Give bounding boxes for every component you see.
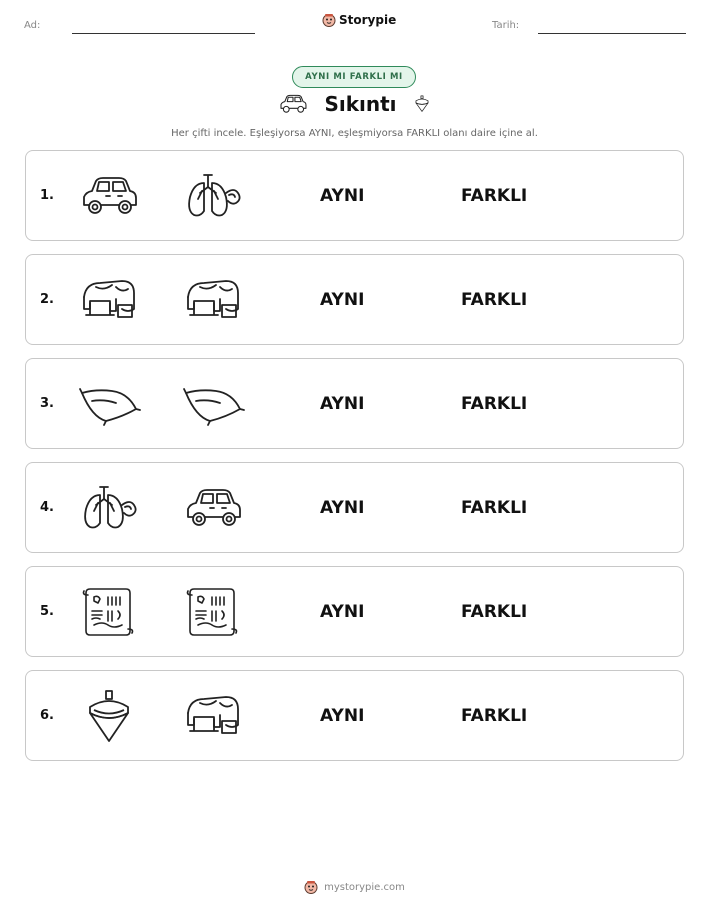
- question-row-4: [25, 462, 684, 553]
- different-option[interactable]: FARKLI: [461, 498, 528, 518]
- same-option[interactable]: AYNI: [320, 290, 365, 310]
- worksheet-tag: AYNI MI FARKLI MI: [292, 66, 416, 88]
- hieroglyph-scroll-icon: [182, 581, 244, 643]
- instructions: Her çifti incele. Eşleşiyorsa AYNI, eşleşmiyorsa FARKLI olanı daire içine al.: [171, 128, 538, 139]
- row-number: 3.: [40, 396, 54, 411]
- lungs-icon: [182, 171, 244, 221]
- name-label: Ad:: [24, 20, 41, 31]
- row-number: 1.: [40, 188, 54, 203]
- question-row-6: [25, 670, 684, 761]
- brand-name: Storypie: [339, 13, 397, 27]
- different-option[interactable]: FARKLI: [461, 602, 528, 622]
- same-option[interactable]: AYNI: [320, 186, 365, 206]
- same-option[interactable]: AYNI: [320, 394, 365, 414]
- footer: [0, 880, 709, 894]
- lungs-icon: [78, 483, 140, 533]
- car-icon: [78, 171, 140, 221]
- question-row-5: [25, 566, 684, 657]
- title-row: [0, 91, 709, 117]
- covered-furniture-icon: [78, 275, 140, 325]
- date-line[interactable]: [538, 33, 686, 34]
- footer-url[interactable]: mystorypie.com: [324, 881, 405, 893]
- brand-logo: [322, 13, 396, 27]
- question-row-3: [25, 358, 684, 449]
- question-row-2: [25, 254, 684, 345]
- pillow-icon: [78, 379, 140, 429]
- question-row-1: [25, 150, 684, 241]
- date-label: Tarih:: [492, 20, 520, 31]
- same-option[interactable]: AYNI: [320, 706, 365, 726]
- different-option[interactable]: FARKLI: [461, 706, 528, 726]
- car-icon: [182, 483, 244, 533]
- different-option[interactable]: FARKLI: [461, 290, 528, 310]
- pillow-icon: [182, 379, 244, 429]
- covered-furniture-icon: [182, 691, 244, 741]
- row-number: 4.: [40, 500, 54, 515]
- spinning-top-icon: [411, 91, 433, 117]
- different-option[interactable]: FARKLI: [461, 394, 528, 414]
- same-option[interactable]: AYNI: [320, 498, 365, 518]
- row-number: 2.: [40, 292, 54, 307]
- storypie-mascot-icon: [304, 880, 318, 894]
- storypie-mascot-icon: [322, 13, 336, 27]
- car-icon: [276, 92, 310, 116]
- row-number: 6.: [40, 708, 54, 723]
- worksheet-title: Sıkıntı: [324, 92, 397, 116]
- spinning-top-icon: [78, 691, 140, 741]
- row-number: 5.: [40, 604, 54, 619]
- different-option[interactable]: FARKLI: [461, 186, 528, 206]
- same-option[interactable]: AYNI: [320, 602, 365, 622]
- covered-furniture-icon: [182, 275, 244, 325]
- name-line[interactable]: [72, 33, 255, 34]
- hieroglyph-scroll-icon: [78, 581, 140, 643]
